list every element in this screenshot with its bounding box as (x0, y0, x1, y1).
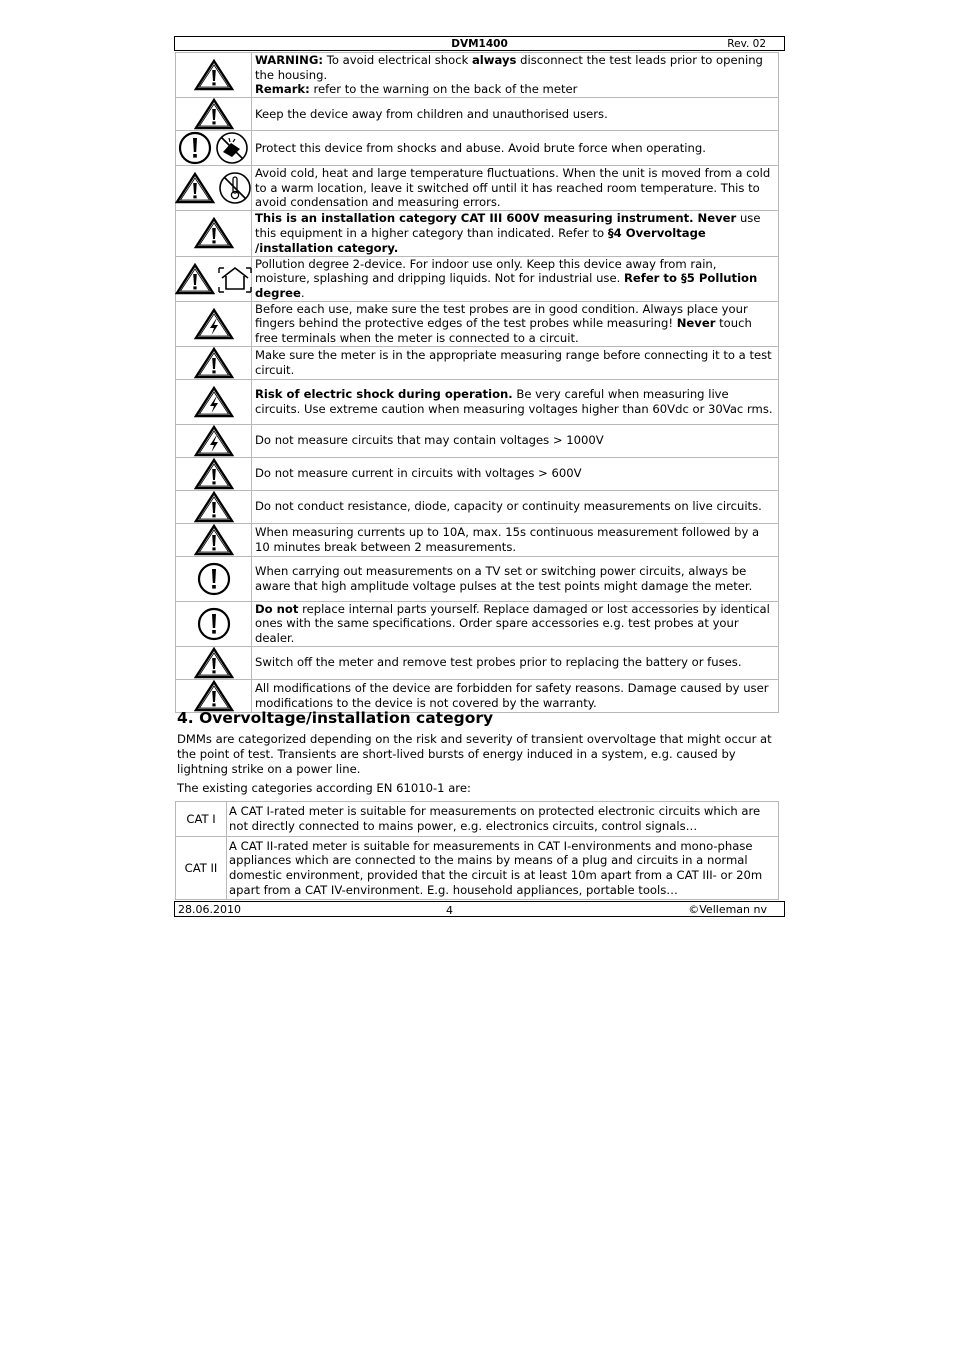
safety-icon-cell (176, 523, 252, 556)
safety-instruction-text (252, 601, 779, 646)
indoor-house-icon (218, 264, 252, 294)
text-run: Before each use, make sure the test probes are in good condition. Always place your fingers behind the protective edges of the test probes while measuring! (255, 301, 748, 331)
safety-icon-cell (176, 457, 252, 490)
text-run: Do not conduct resistance, diode, capacity or continuity measurements on live circuits. (255, 499, 762, 514)
safety-row (176, 424, 779, 457)
safety-icon-cell (176, 646, 252, 679)
safety-icon-cell (176, 210, 252, 256)
text-run: Remark: (255, 82, 310, 97)
warning-triangle-icon (194, 59, 234, 91)
safety-instruction-text (252, 679, 779, 712)
footer-copyright: ©Velleman nv (688, 903, 767, 916)
lightning-triangle-icon (194, 425, 234, 457)
safety-instruction-text (252, 301, 779, 346)
text-run: Pollution degree 2-device. For indoor use only. Keep this device away from rain, moisture, splashing and dripping liquids. Not for industrial use. (255, 256, 717, 286)
safety-row (176, 346, 779, 379)
text-run: Never (676, 316, 716, 331)
safety-icon-cell (176, 346, 252, 379)
page-footer (174, 901, 785, 917)
safety-row (176, 523, 779, 556)
text-run: Protect this device from shocks and abuse. Avoid brute force when operating. (255, 140, 706, 155)
text-run: To avoid electrical shock (323, 53, 472, 68)
document-revision: Rev. 02 (727, 38, 766, 50)
text-run: Be very careful when measuring live circuits. Use extreme caution when measuring voltages higher than 60Vdc or 30Vac rms. (255, 386, 773, 416)
text-run: replace internal parts yourself. Replace damaged or lost accessories by identical ones with the same specifications. Order spare accessories e.g. test probes at your dealer. (255, 601, 770, 645)
safety-icon-cell (176, 379, 252, 424)
safety-row (176, 210, 779, 256)
text-run: This is an installation category CAT III 600V measuring instrument. Never (255, 211, 737, 226)
section-paragraph: DMMs are categorized depending on the risk and severity of transient overvoltage that might occur at the point of test. Transients are short-lived bursts of energy induced in a system, e.g. caused by lightning strike on a power line. (177, 732, 772, 776)
lightning-triangle-icon (194, 386, 234, 418)
caution-circle-icon (197, 607, 231, 641)
safety-icon-cell (176, 256, 252, 301)
safety-instruction-text (252, 457, 779, 490)
safety-instruction-text (252, 131, 779, 166)
safety-icon-cell (176, 301, 252, 346)
text-run: Keep the device away from children and unauthorised users. (255, 106, 608, 121)
safety-icon-cell (176, 131, 252, 166)
warning-triangle-icon (194, 524, 234, 556)
safety-icon-cell (176, 679, 252, 712)
safety-row (176, 490, 779, 523)
warning-triangle-icon (194, 680, 234, 712)
category-row (176, 837, 779, 900)
text-run: . (300, 285, 305, 300)
safety-row (176, 98, 779, 131)
safety-instruction-text (252, 379, 779, 424)
safety-icon-cell (176, 98, 252, 131)
safety-icon-cell (176, 424, 252, 457)
text-run: Avoid cold, heat and large temperature fluctuations. When the unit is moved from a cold to a warm location, leave it switched off until it has reached room temperature. This to avoid condensation and measuring errors. (255, 166, 771, 210)
no-shock-sign-icon (215, 131, 249, 165)
text-run: §4 Overvoltage /installation category. (255, 225, 706, 255)
no-temperature-sign-icon (218, 171, 252, 205)
caution-circle-icon (178, 131, 212, 165)
warning-triangle-icon (194, 458, 234, 490)
lightning-triangle-icon (194, 308, 234, 340)
text-run: Make sure the meter is in the appropriate measuring range before connecting it to a test circuit. (255, 347, 772, 377)
safety-row (176, 556, 779, 601)
categories-intro: The existing categories according EN 61010-1 are: (177, 781, 471, 795)
text-run: When measuring currents up to 10A, max. 15s continuous measurement followed by a 10 minutes break between 2 measurements. (255, 524, 760, 554)
text-run: All modifications of the device are forbidden for safety reasons. Damage caused by user modifications to the device is not covered by the warranty. (255, 680, 769, 710)
safety-row (176, 166, 779, 211)
safety-icon-cell (176, 556, 252, 601)
section-title: 4. Overvoltage/installation category (177, 709, 494, 727)
safety-row (176, 601, 779, 646)
safety-instructions-table (175, 52, 779, 713)
category-row (176, 802, 779, 837)
text-run: Risk of electric shock during operation. (255, 386, 513, 401)
safety-icon-cell (176, 53, 252, 98)
text-run: WARNING: (255, 53, 324, 68)
text-run: touch free terminals when the meter is connected to a circuit. (255, 316, 752, 345)
document-model: DVM1400 (451, 38, 508, 50)
text-run: refer to the warning on the back of the meter (309, 82, 578, 97)
safety-instruction-text (252, 346, 779, 379)
safety-instruction-text (252, 646, 779, 679)
safety-row (176, 379, 779, 424)
category-description: A CAT I-rated meter is suitable for measurements on protected electronic circuits which are not directly connected to mains power, e.g. electronics circuits, control signals… (227, 802, 779, 837)
text-run: Do not measure circuits that may contain voltages > 1000V (255, 433, 604, 448)
warning-triangle-icon (194, 647, 234, 679)
text-run: disconnect the test leads prior to opening the housing. (255, 53, 763, 82)
warning-triangle-icon (194, 491, 234, 523)
category-description: A CAT II-rated meter is suitable for measurements in CAT I-environments and mono-phase appliances which are connected to the mains by means of a plug and circuits in a normal domestic environment, provided that the circuit is at least 10m apart from a CAT III- or 20m apart from a CAT IV-environment. E.g. household appliances, portable tools… (227, 837, 779, 900)
safety-row (176, 53, 779, 98)
text-run: When carrying out measurements on a TV set or switching power circuits, always be aware that high amplitude voltage pulses at the test points might damage the meter. (255, 563, 753, 593)
warning-triangle-icon (194, 217, 234, 249)
footer-date: 28.06.2010 (178, 903, 241, 916)
caution-circle-icon (197, 562, 231, 596)
safety-icon-cell (176, 601, 252, 646)
warning-triangle-icon (194, 98, 234, 130)
safety-instruction-text (252, 523, 779, 556)
safety-icon-cell (176, 490, 252, 523)
safety-row (176, 131, 779, 166)
safety-instruction-text (252, 53, 779, 98)
category-name: CAT II (176, 837, 227, 900)
category-table (175, 801, 779, 900)
page-header (174, 36, 785, 51)
safety-row (176, 646, 779, 679)
safety-instruction-text (252, 210, 779, 256)
text-run: Refer to §5 Pollution degree (255, 271, 758, 300)
text-run: use this equipment in a higher category than indicated. Refer to (255, 211, 761, 240)
text-run: Do not (255, 601, 299, 616)
text-run: Switch off the meter and remove test probes prior to replacing the battery or fuses. (255, 655, 742, 670)
warning-triangle-icon (175, 172, 215, 204)
safety-row (176, 256, 779, 301)
category-name: CAT I (176, 802, 227, 837)
safety-instruction-text (252, 490, 779, 523)
safety-instruction-text (252, 424, 779, 457)
text-run: always (471, 53, 517, 68)
safety-instruction-text (252, 556, 779, 601)
text-run: Do not measure current in circuits with voltages > 600V (255, 466, 582, 481)
page-number: 4 (446, 904, 453, 917)
safety-instruction-text (252, 98, 779, 131)
safety-row (176, 679, 779, 712)
safety-row (176, 457, 779, 490)
safety-icon-cell (176, 166, 252, 211)
safety-instruction-text (252, 256, 779, 301)
warning-triangle-icon (194, 347, 234, 379)
warning-triangle-icon (175, 263, 215, 295)
safety-row (176, 301, 779, 346)
safety-instruction-text (252, 166, 779, 211)
